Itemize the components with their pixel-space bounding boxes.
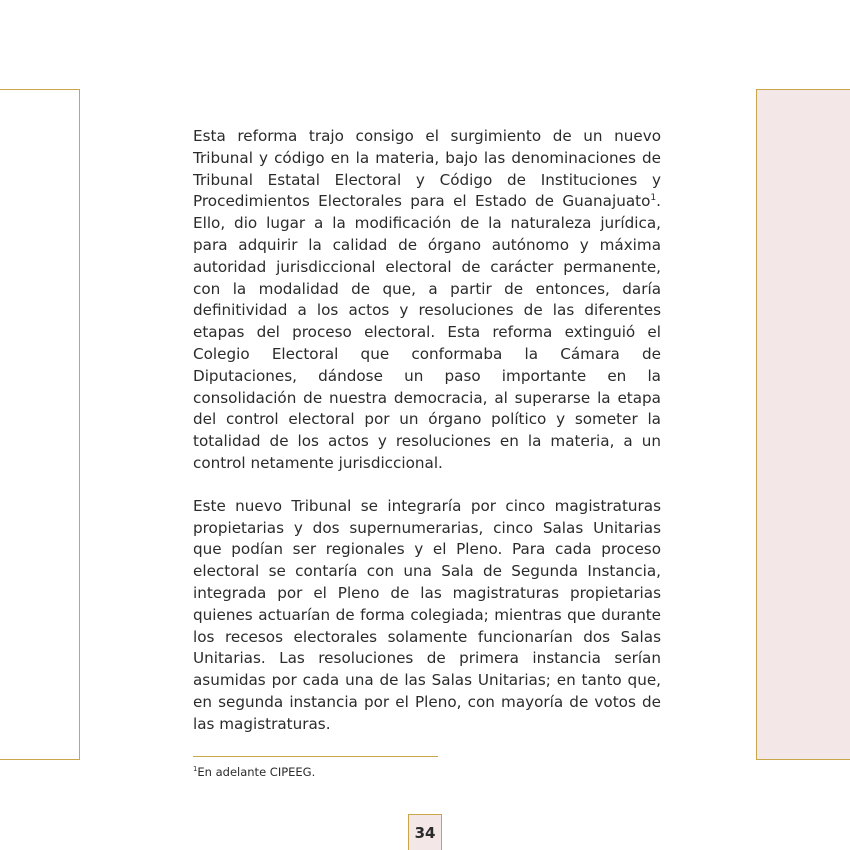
left-decorative-frame bbox=[0, 89, 80, 760]
right-decorative-panel bbox=[756, 89, 850, 760]
footnote-divider bbox=[193, 756, 438, 757]
footnote-marker: 1 bbox=[193, 765, 198, 774]
paragraph-2: Este nuevo Tribunal se integraría por cinco magistraturas propietarias y dos supernumerarias, cinco Salas Unitarias que podían ser regionales y el Pleno. Para cada proceso electoral se contaría con una Sala de Segunda Instancia, integrada por el Pleno de las magistraturas propietarias quienes actuarían de forma colegiada; mientras que durante los recesos electorales solamente funcionarían dos Salas Unitarias. Las resoluciones de primera instancia serían asumidas por cada una de las Salas Unitarias; en tanto que, en segunda instancia por el Pleno, con mayoría de votos de las magistraturas. bbox=[193, 496, 661, 733]
footnote-text: En adelante CIPEEG. bbox=[197, 765, 316, 779]
paragraph-1: Esta reforma trajo consigo el surgimiento de un nuevo Tribunal y código en la materia, bajo las denominaciones de Tribunal Estatal Electoral y Código de Instituciones y Procedimientos Electorales para el Estado de Guanajuato$^1$. Ello, dio lugar a la modificación de la naturaleza jurídica, para adquirir la calidad de órgano autónomo y máxima autoridad jurisdiccional electoral de carácter permanente, con la modalidad de que, a partir de entonces, daría definitividad a los actos y resoluciones de las diferentes etapas del proceso electoral. Esta reforma extinguió el Colegio Electoral que conformaba la Cámara de Diputaciones, dándose un paso importante en la consolidación de nuestra democracia, al superarse la etapa del control electoral por un órgano político y someter la totalidad de los actos y resoluciones en la materia, a un control netamente jurisdiccional. bbox=[193, 127, 661, 472]
footnote-reference[interactable]: 1 bbox=[650, 193, 657, 204]
footnote bbox=[193, 764, 315, 780]
page-number: 34 bbox=[408, 814, 442, 850]
body-text bbox=[193, 126, 661, 757]
